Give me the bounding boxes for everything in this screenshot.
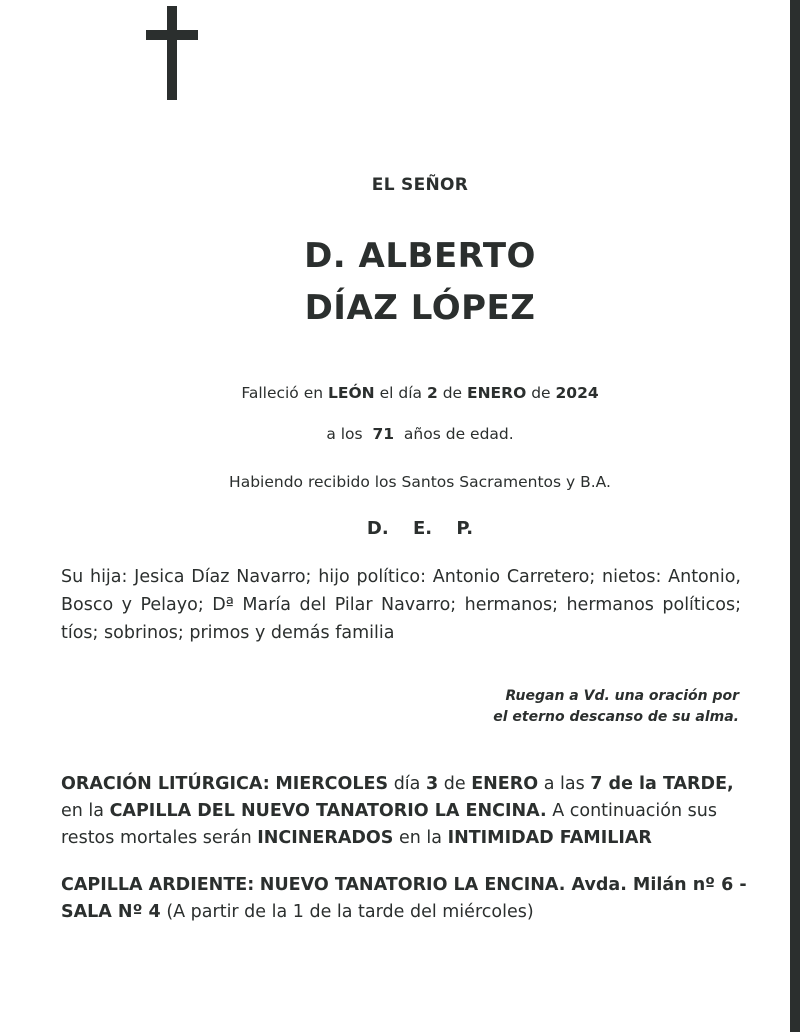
liturgy-info: ORACIÓN LITÚRGICA: MIERCOLES día 3 de ENERO a las 7 de la TARDE, en la CAPILLA DEL NUEVO TANATORIO LA ENCINA. A continuación sus restos mortales serán INCINERADOS en la INTIMIDAD FAMILIAR xyxy=(61,774,734,848)
family-list: Su hija: Jesica Díaz Navarro; hijo político: Antonio Carretero; nietos: Antonio, Bosco y Pelayo; Dª María del Pilar Navarro; hermanos; hermanos políticos; tíos; sobrinos; primos y demás familia xyxy=(61,567,741,643)
right-border xyxy=(790,0,800,1032)
deceased-name-line2: DÍAZ LÓPEZ xyxy=(304,288,536,328)
dep-mark: D. E. P. xyxy=(366,518,474,539)
age-statement: a los 71 años de edad. xyxy=(326,425,514,443)
prayer-line-1: Ruegan a Vd. una oración por xyxy=(505,688,739,704)
sacraments-statement: Habiendo recibido los Santos Sacramentos y B.A. xyxy=(229,473,611,491)
deceased-name-line1: D. ALBERTO xyxy=(304,236,536,276)
cross-icon xyxy=(146,6,198,100)
prayer-line-2: el eterno descanso de su alma. xyxy=(493,709,739,725)
death-statement: Falleció en LEÓN el día 2 de ENERO de 2024 xyxy=(241,384,599,402)
prayer-request xyxy=(339,686,739,728)
intro-title: EL SEÑOR xyxy=(371,175,469,195)
chapel-info: CAPILLA ARDIENTE: NUEVO TANATORIO LA ENCINA. Avda. Milán nº 6 - SALA Nº 4 (A partir de la 1 de la tarde del miércoles) xyxy=(61,875,747,922)
